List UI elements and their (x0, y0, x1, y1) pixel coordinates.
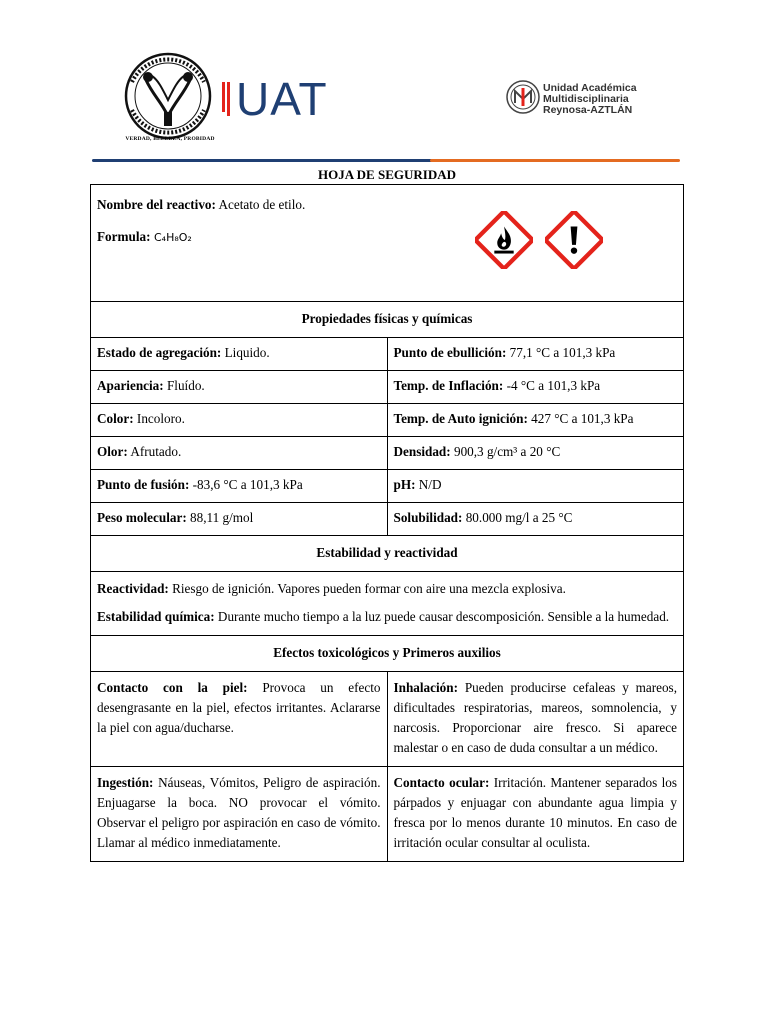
property-value: 88,11 g/mol (186, 510, 254, 525)
property-cell (387, 338, 684, 371)
property-cell (91, 470, 388, 503)
reagent-name-value: Acetato de etilo. (215, 197, 306, 212)
property-cell (387, 437, 684, 470)
ingestion-cell (91, 767, 388, 862)
skin-contact-value: Provoca un efecto desengrasante en la piel, efectos irritantes. Aclararse la piel con agua/ducharse. (97, 680, 381, 735)
inhalation-label: Inhalación: (393, 680, 458, 695)
reagent-formula-value: C₄H₈O₂ (150, 231, 192, 244)
uam-line-2: Multidisciplinaria (543, 93, 629, 105)
property-value: 427 °C a 101,3 kPa (527, 411, 634, 426)
property-value: N/D (415, 477, 442, 492)
property-label: Peso molecular: (97, 510, 187, 525)
property-value: -83,6 °C a 101,3 kPa (189, 477, 303, 492)
uam-emblem-logo (506, 80, 540, 114)
ingestion-value: Náuseas, Vómitos, Peligro de aspiración. Enjuagarse la boca. NO provocar el vómito. Observar el peligro por aspiración en caso de vómito. Llamar al médico inmediatamente. (97, 775, 381, 850)
uat-bars-icon (222, 80, 234, 116)
stability-cell (91, 572, 684, 636)
uat-logo-text: UAT (236, 73, 328, 125)
property-cell (387, 404, 684, 437)
reactivity-value: Riesgo de ignición. Vapores pueden formar con aire una mezcla explosiva. (168, 581, 566, 596)
property-label: Apariencia: (97, 378, 164, 393)
property-label: Punto de ebullición: (393, 345, 507, 360)
property-cell (91, 437, 388, 470)
property-label: Solubilidad: (393, 510, 463, 525)
property-row (91, 437, 684, 470)
property-value: 77,1 °C a 101,3 kPa (506, 345, 616, 360)
property-value: -4 °C a 101,3 kPa (503, 378, 601, 393)
property-label: Color: (97, 411, 134, 426)
uam-line-3: Reynosa-AZTLÁN (543, 104, 633, 116)
property-label: pH: (393, 477, 416, 492)
reagent-formula-label: Formula: (97, 229, 151, 244)
property-label: Punto de fusión: (97, 477, 190, 492)
property-cell (91, 338, 388, 371)
property-cell (91, 503, 388, 536)
property-row (91, 470, 684, 503)
property-label: Estado de agregación: (97, 345, 222, 360)
chemical-stability-label: Estabilidad química: (97, 609, 215, 624)
university-seal-logo (118, 50, 218, 150)
reactivity-text (97, 579, 677, 599)
tox-row (91, 767, 684, 862)
reagent-row (91, 185, 684, 302)
property-value: Afrutado. (127, 444, 182, 459)
section-title-physchem: Propiedades físicas y químicas (91, 302, 684, 338)
inhalation-value: Pueden producirse cefaleas y mareos, dificultades respiratorias, mareos, somnolencia, y narcosis. Proporcionar aire fresco. Si aparece malestar o en caso de duda consultar a un médico. (393, 680, 677, 755)
exclamation-pictogram-icon (545, 211, 603, 269)
property-cell (91, 404, 388, 437)
skin-contact-cell (91, 672, 388, 767)
section-header-tox (91, 636, 684, 672)
page-header (0, 0, 768, 170)
eye-contact-value: Irritación. Mantener separados los párpados y enjuagar con abundante agua limpia y fresca por lo menos durante 10 minutos. En caso de irritación ocular consultar al oculista. (393, 775, 677, 850)
ingestion-label: Ingestión: (97, 775, 154, 790)
property-cell (91, 371, 388, 404)
header-rule-orange (430, 159, 680, 162)
document-title: HOJA DE SEGURIDAD (318, 167, 456, 182)
property-label: Densidad: (393, 444, 451, 459)
property-row (91, 404, 684, 437)
section-header-physchem (91, 302, 684, 338)
eye-contact-cell (387, 767, 684, 862)
property-label: Temp. de Inflación: (393, 378, 504, 393)
section-title-stability: Estabilidad y reactividad (91, 536, 684, 572)
flame-pictogram-icon (475, 211, 533, 269)
property-row (91, 338, 684, 371)
inhalation-cell (387, 672, 684, 767)
property-cell (387, 371, 684, 404)
reactivity-label: Reactividad: (97, 581, 169, 596)
property-label: Temp. de Auto ignición: (393, 411, 528, 426)
uam-logo-text (543, 83, 637, 116)
property-value: Fluído. (163, 378, 205, 393)
property-label: Olor: (97, 444, 128, 459)
property-row (91, 503, 684, 536)
uam-line-1: Unidad Académica (543, 82, 637, 94)
reagent-cell (91, 185, 684, 302)
property-row (91, 371, 684, 404)
property-value: 900,3 g/cm³ a 20 °C (450, 444, 561, 459)
safety-sheet-table (90, 184, 684, 862)
reagent-name-label: Nombre del reactivo: (97, 197, 216, 212)
skin-contact-label: Contacto con la piel: (97, 680, 248, 695)
section-title-tox: Efectos toxicológicos y Primeros auxilios (91, 636, 684, 672)
property-cell (387, 470, 684, 503)
stability-row (91, 572, 684, 636)
property-cell (387, 503, 684, 536)
chemical-stability-text (97, 607, 677, 627)
eye-contact-label: Contacto ocular: (393, 775, 490, 790)
section-header-stability (91, 536, 684, 572)
property-value: 80.000 mg/l a 25 °C (462, 510, 573, 525)
property-value: Incoloro. (133, 411, 185, 426)
tox-row (91, 672, 684, 767)
chemical-stability-value: Durante mucho tiempo a la luz puede causar descomposición. Sensible a la humedad. (214, 609, 670, 624)
seal-motto: VERDAD, BELLEZA, PROBIDAD (125, 136, 215, 142)
property-value: Liquido. (221, 345, 270, 360)
